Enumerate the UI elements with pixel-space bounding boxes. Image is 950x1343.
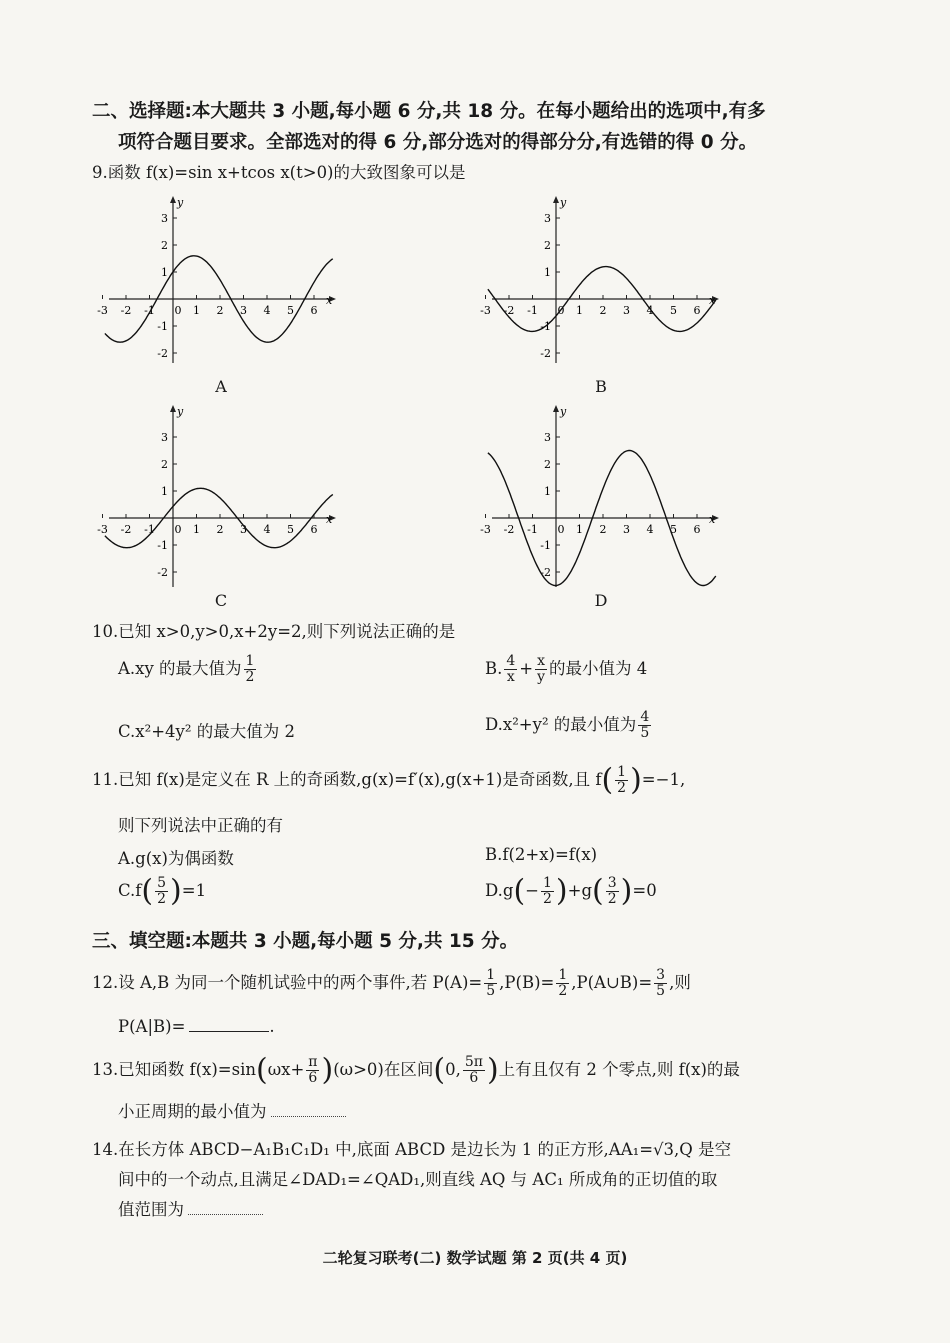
graph-a-label: A — [215, 377, 227, 396]
x-tick-label: -3 — [97, 523, 108, 536]
y-tick-label: -1 — [157, 320, 168, 333]
x-tick-label: -1 — [144, 523, 155, 536]
section-3-title: 三、填空题:本题共 3 小题,每小题 5 分,共 15 分。 — [92, 931, 519, 952]
y-tick-label: 2 — [161, 239, 168, 252]
y-tick-label: 3 — [161, 431, 168, 444]
section-2-line1: 二、选择题:本大题共 3 小题,每小题 6 分,共 18 分。在每小题给出的选项中,有多 — [92, 101, 766, 122]
section-2-line2: 项符合题目要求。全部选对的得 6 分,部分选对的得部分分,有选错的得 0 分。 — [118, 132, 758, 153]
graph-c — [97, 405, 340, 595]
x-axis-label: x — [326, 513, 333, 526]
page-footer: 二轮复习联考(二) 数学试题 第 2 页(共 4 页) — [322, 1249, 628, 1267]
y-tick-label: -1 — [157, 539, 168, 552]
x-axis-label: x — [326, 294, 333, 307]
y-axis-label: y — [560, 196, 567, 209]
x-tick-label: 6 — [693, 523, 701, 536]
x-tick-label: 6 — [310, 304, 318, 317]
x-axis-label: x — [709, 294, 716, 307]
graph-c-label: C — [214, 591, 228, 610]
x-tick-label: 3 — [623, 304, 630, 317]
y-tick-label: 3 — [544, 212, 551, 225]
x-tick-label: 5 — [287, 523, 294, 536]
q10-option-a: A.xy 的最大值为 $\frac{1}{2}$ — [118, 653, 255, 685]
x-tick-label: 2 — [216, 523, 224, 536]
q12-line2: P(A|B)= . — [118, 1017, 275, 1036]
y-axis-arrow — [553, 196, 559, 203]
q14-line3: 值范围为 — [118, 1197, 263, 1223]
y-tick-label: 3 — [544, 431, 551, 444]
x-tick-label: 1 — [193, 304, 200, 317]
graph-d-label: D — [594, 591, 608, 610]
y-tick-label: 3 — [161, 212, 168, 225]
x-tick-label: -3 — [480, 304, 491, 317]
y-tick-label: -2 — [540, 347, 551, 360]
x-tick-label: -2 — [503, 523, 515, 536]
y-axis-arrow — [170, 196, 176, 203]
q11-line2: 则下列说法中正确的有 — [118, 816, 283, 835]
x-tick-label: -1 — [527, 304, 538, 317]
x-tick-label: -2 — [120, 304, 132, 317]
x-tick-label: -3 — [480, 523, 491, 536]
x-tick-label: 6 — [310, 523, 318, 536]
y-tick-label: 1 — [544, 266, 551, 279]
q11-stem: 11.已知 f(x)是定义在 R 上的奇函数,g(x)=f′(x),g(x+1)是奇函数,且 f( $\frac{1}{2}$ )=−1, — [92, 762, 686, 798]
x-tick-label: 4 — [263, 523, 271, 536]
x-tick-label: 0 — [174, 304, 182, 317]
q9-stem: 9.函数 f(x)=sin x+tcos x(t>0)的大致图象可以是 — [92, 163, 466, 182]
y-axis-arrow — [553, 405, 559, 412]
q11-option-d: D.g(− $\frac{1}{2}$ )+g( $\frac{3}{2}$ )=0 — [485, 873, 657, 909]
q11-option-b: B.f(2+x)=f(x) — [485, 845, 598, 864]
x-tick-label: 5 — [287, 304, 294, 317]
x-tick-label: -3 — [97, 304, 108, 317]
q13-line2: 小正周期的最小值为 — [118, 1099, 346, 1125]
x-tick-label: 5 — [670, 523, 677, 536]
x-tick-label: -1 — [527, 523, 538, 536]
y-axis-arrow — [170, 405, 176, 412]
graph-b-label: B — [595, 377, 607, 396]
y-tick-label: -2 — [157, 566, 168, 579]
x-axis-label: x — [709, 513, 716, 526]
q10-stem: 10.已知 x>0,y>0,x+2y=2,则下列说法正确的是 — [92, 622, 456, 641]
x-tick-label: 5 — [670, 304, 677, 317]
q10-option-b: B. $\frac{4}{x}$ + $\frac{x}{y}$ 的最小值为 4 — [485, 653, 648, 685]
q12-stem: 12.设 A,B 为同一个随机试验中的两个事件,若 P(A)= $\frac{1}{5}$ ,P(B)= $\frac{1}{2}$ ,P(A∪B)= $\frac{3}{5}$ ,则 — [92, 967, 691, 999]
x-tick-label: 3 — [623, 523, 630, 536]
x-tick-label: 1 — [576, 523, 583, 536]
y-axis-label: y — [177, 196, 184, 209]
x-tick-label: 3 — [240, 523, 247, 536]
x-tick-label: 4 — [263, 304, 271, 317]
q13-answer-blank[interactable] — [271, 1102, 346, 1117]
graph-b — [480, 196, 723, 371]
y-axis-label: y — [560, 405, 567, 418]
y-tick-label: 1 — [161, 266, 168, 279]
q13-stem: 13.已知函数 f(x)=sin(ωx+ $\frac{\pi}{6}$ )(ω>0)在区间(0, $\frac{5\pi}{6}$ )上有且仅有 2 个零点,则 f(x)的最 — [92, 1052, 740, 1088]
x-tick-label: 6 — [693, 304, 701, 317]
x-tick-label: 1 — [576, 304, 583, 317]
graph-d — [480, 405, 723, 595]
y-tick-label: 2 — [544, 458, 551, 471]
x-tick-label: 2 — [599, 523, 607, 536]
y-tick-label: 2 — [544, 239, 551, 252]
q10-option-d: D.x²+y² 的最小值为 $\frac{4}{5}$ — [485, 709, 650, 741]
x-tick-label: 0 — [557, 304, 565, 317]
y-tick-label: 1 — [161, 485, 168, 498]
x-tick-label: -2 — [120, 523, 132, 536]
x-tick-label: 1 — [193, 523, 200, 536]
q11-option-a: A.g(x)为偶函数 — [118, 849, 234, 868]
x-tick-label: -2 — [503, 304, 515, 317]
y-tick-label: -1 — [540, 320, 551, 333]
y-tick-label: -2 — [540, 566, 551, 579]
x-tick-label: 2 — [216, 304, 224, 317]
y-axis-label: y — [177, 405, 184, 418]
q14-answer-blank[interactable] — [188, 1200, 263, 1215]
x-tick-label: 0 — [174, 523, 182, 536]
q14-line1: 14.在长方体 ABCD−A₁B₁C₁D₁ 中,底面 ABCD 是边长为 1 的正方形,AA₁=√3,Q 是空 — [92, 1140, 732, 1159]
x-tick-label: 0 — [557, 523, 565, 536]
q12-answer-blank[interactable] — [189, 1017, 269, 1032]
q11-option-c: C.f( $\frac{5}{2}$ )=1 — [118, 873, 207, 909]
x-tick-label: 2 — [599, 304, 607, 317]
x-tick-label: 3 — [240, 304, 247, 317]
x-tick-label: 4 — [646, 523, 654, 536]
y-tick-label: 2 — [161, 458, 168, 471]
y-tick-label: -1 — [540, 539, 551, 552]
y-tick-label: -2 — [157, 347, 168, 360]
q14-line2: 间中的一个动点,且满足∠DAD₁=∠QAD₁,则直线 AQ 与 AC₁ 所成角的正切值的取 — [118, 1170, 718, 1189]
x-tick-label: 4 — [646, 304, 654, 317]
x-tick-label: -1 — [144, 304, 155, 317]
graph-a — [97, 196, 340, 371]
y-tick-label: 1 — [544, 485, 551, 498]
q10-option-c: C.x²+4y² 的最大值为 2 — [118, 722, 295, 741]
